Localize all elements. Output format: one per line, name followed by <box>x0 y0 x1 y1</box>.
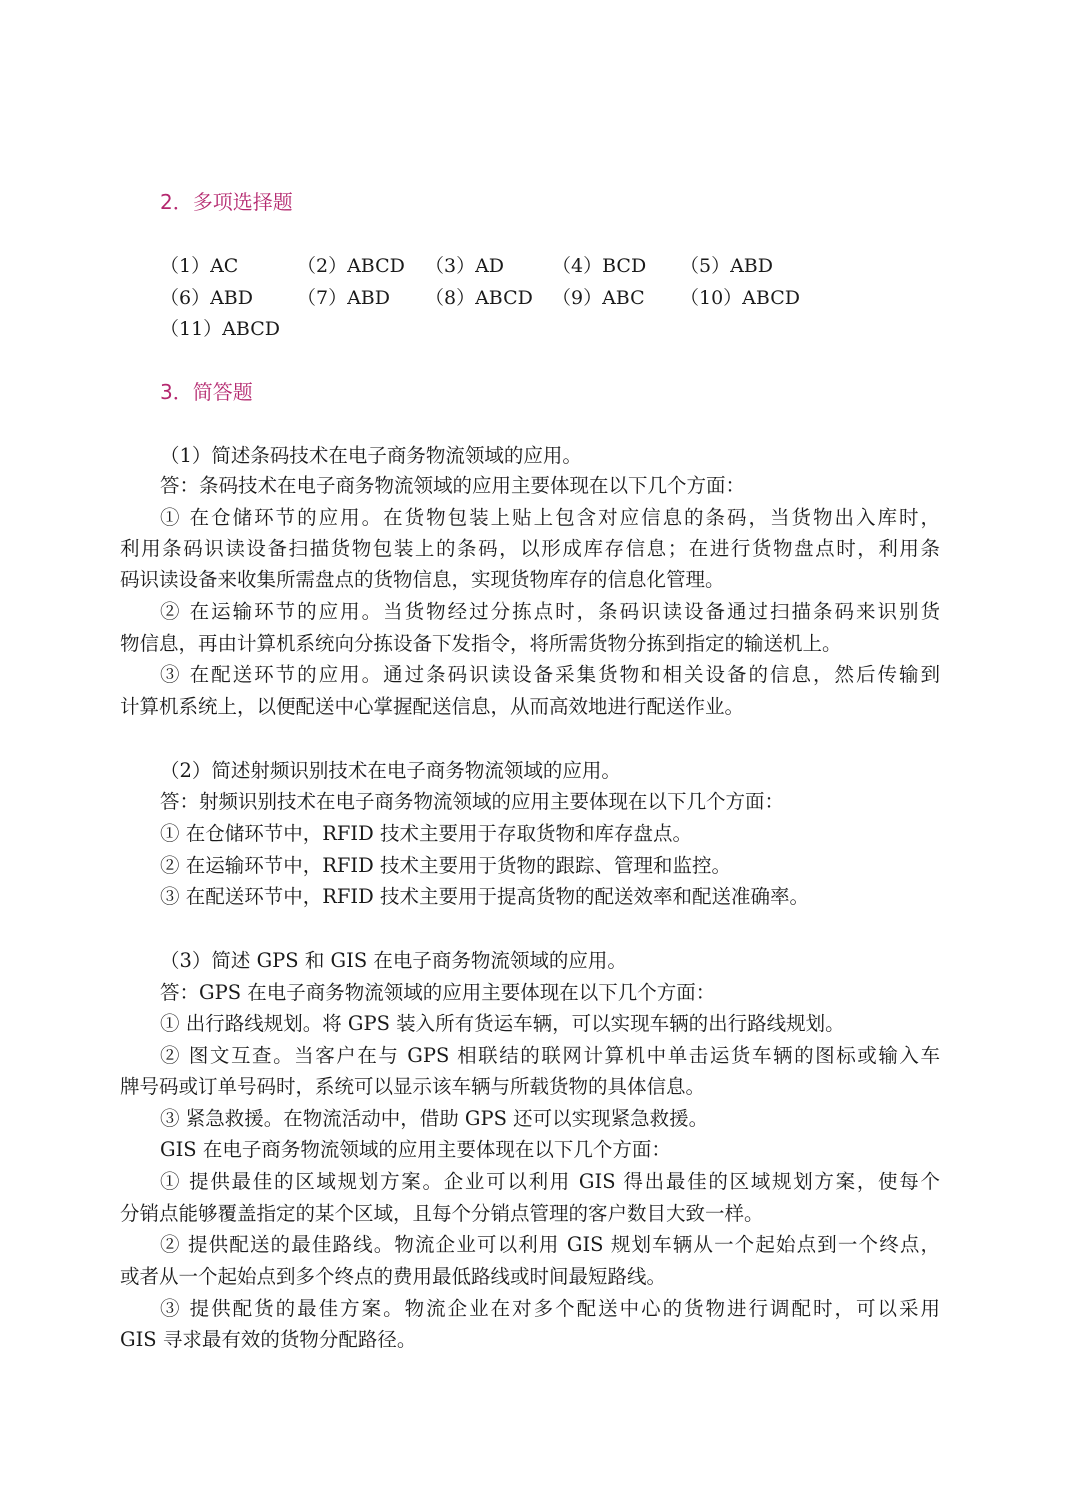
answer-3-text: ③ 提供配货的最佳方案。物流企业在对多个配送中心的货物进行调配时，可以采用 <box>160 1297 940 1320</box>
answer-item: （8）ABCD <box>425 287 533 309</box>
answer-3-text: ① 提供最佳的区域规划方案。企业可以利用 GIS 得出最佳的区域规划方案，使每个 <box>160 1170 940 1193</box>
answer-2-text: ① 在仓储环节中，RFID 技术主要用于存取货物和库存盘点。 <box>160 822 692 845</box>
answer-1-text: ② 在运输环节的应用。当货物经过分拣点时，条码识读设备通过扫描条码来识别货 <box>160 600 940 623</box>
answer-1-text: ① 在仓储环节的应用。在货物包装上贴上包含对应信息的条码，当货物出入库时， <box>160 506 940 529</box>
section-heading-multiple-choice: 2．多项选择题 <box>160 190 293 214</box>
answer-3-text: GIS 寻求最有效的货物分配路径。 <box>120 1328 417 1351</box>
answer-3-gis-intro: GIS 在电子商务物流领域的应用主要体现在以下几个方面： <box>160 1138 671 1161</box>
question-2: （2）简述射频识别技术在电子商务物流领域的应用。 <box>160 759 621 782</box>
answer-item: （1）AC <box>160 255 239 277</box>
answer-item: （9）ABC <box>552 287 645 309</box>
answer-1-text: 利用条码识读设备扫描货物包装上的条码，以形成库存信息；在进行货物盘点时，利用条 <box>120 537 940 560</box>
answer-item: （11）ABCD <box>160 318 280 340</box>
answer-1-text: 物信息，再由计算机系统向分拣设备下发指令，将所需货物分拣到指定的输送机上。 <box>120 632 842 655</box>
answer-1-text: ③ 在配送环节的应用。通过条码识读设备采集货物和相关设备的信息，然后传输到 <box>160 663 940 686</box>
section-heading-short-answer: 3．简答题 <box>160 380 253 404</box>
answer-1-text: 计算机系统上，以便配送中心掌握配送信息，从而高效地进行配送作业。 <box>120 695 745 718</box>
answer-3-text: ② 图文互查。当客户在与 GPS 相联结的联网计算机中单击运货车辆的图标或输入车 <box>160 1044 940 1067</box>
answer-2-text: ② 在运输环节中，RFID 技术主要用于货物的跟踪、管理和监控。 <box>160 854 731 877</box>
answer-3-text: ③ 紧急救援。在物流活动中，借助 GPS 还可以实现紧急救援。 <box>160 1107 709 1130</box>
answer-row-1 <box>160 253 860 279</box>
answer-item: （2）ABCD <box>297 255 405 277</box>
question-3: （3）简述 GPS 和 GIS 在电子商务物流领域的应用。 <box>160 949 627 972</box>
answer-3-text: 或者从一个起始点到多个终点的费用最低路线或时间最短路线。 <box>120 1265 667 1288</box>
answer-item: （3）AD <box>425 255 505 277</box>
answer-row-2 <box>160 285 860 311</box>
answer-1-text: 码识读设备来收集所需盘点的货物信息，实现货物库存的信息化管理。 <box>120 568 725 591</box>
answer-row-3 <box>160 316 860 342</box>
answer-2-intro: 答：射频识别技术在电子商务物流领域的应用主要体现在以下几个方面： <box>160 790 785 813</box>
answer-1-intro: 答：条码技术在电子商务物流领域的应用主要体现在以下几个方面： <box>160 474 746 497</box>
answer-item: （6）ABD <box>160 287 254 309</box>
answer-3-text: ② 提供配送的最佳路线。物流企业可以利用 GIS 规划车辆从一个起始点到一个终点， <box>160 1233 940 1256</box>
answer-3-text: 分销点能够覆盖指定的某个区域，且每个分销点管理的客户数目大致一样。 <box>120 1202 764 1225</box>
answer-item: （10）ABCD <box>680 287 800 309</box>
answer-item: （5）ABD <box>680 255 774 277</box>
answer-3-text: 牌号码或订单号码时，系统可以显示该车辆与所载货物的具体信息。 <box>120 1075 706 1098</box>
answer-item: （7）ABD <box>297 287 391 309</box>
answer-item: （4）BCD <box>552 255 647 277</box>
question-1: （1）简述条码技术在电子商务物流领域的应用。 <box>160 444 582 467</box>
answer-2-text: ③ 在配送环节中，RFID 技术主要用于提高货物的配送效率和配送准确率。 <box>160 885 809 908</box>
answer-3-intro: 答：GPS 在电子商务物流领域的应用主要体现在以下几个方面： <box>160 981 716 1004</box>
answer-3-text: ① 出行路线规划。将 GPS 装入所有货运车辆，可以实现车辆的出行路线规划。 <box>160 1012 845 1035</box>
